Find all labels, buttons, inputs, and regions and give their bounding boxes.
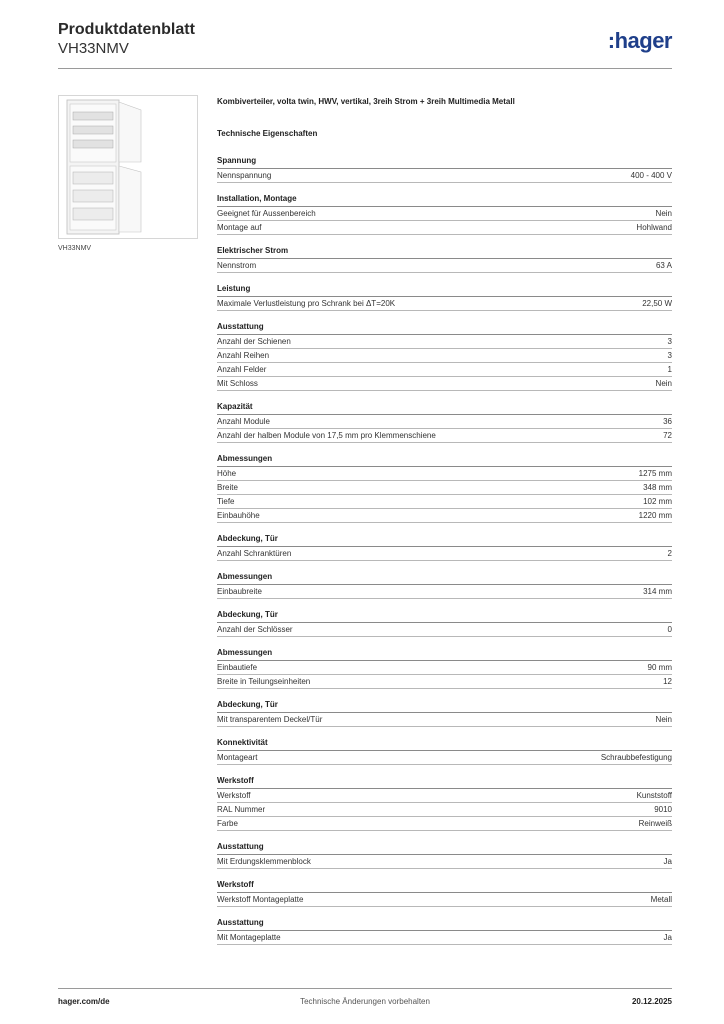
spec-label: Werkstoff [217, 791, 251, 800]
spec-row [217, 789, 672, 803]
spec-value: 0 [667, 625, 672, 634]
spec-label: Mit Erdungsklemmenblock [217, 857, 311, 866]
spec-label: Farbe [217, 819, 238, 828]
section-title: Abmessungen [217, 453, 672, 467]
distribution-board-icon [59, 96, 197, 238]
section-title: Elektrischer Strom [217, 245, 672, 259]
spec-row [217, 509, 672, 523]
section-title: Konnektivität [217, 737, 672, 751]
spec-row [217, 893, 672, 907]
spec-row [217, 623, 672, 637]
spec-section [217, 609, 672, 637]
spec-value: 1275 mm [638, 469, 672, 478]
spec-value: Reinweiß [638, 819, 672, 828]
hager-logo: :hager [607, 28, 672, 53]
spec-section [217, 283, 672, 311]
spec-section [217, 533, 672, 561]
section-title: Abdeckung, Tür [217, 699, 672, 713]
spec-row [217, 661, 672, 675]
spec-row [217, 585, 672, 599]
spec-section [217, 401, 672, 443]
spec-label: Mit Schloss [217, 379, 258, 388]
section-title: Abdeckung, Tür [217, 609, 672, 623]
section-title: Ausstattung [217, 321, 672, 335]
spec-row [217, 713, 672, 727]
spec-label: Montage auf [217, 223, 262, 232]
spec-row [217, 931, 672, 945]
spec-value: 348 mm [643, 483, 672, 492]
spec-row [217, 429, 672, 443]
product-image [58, 95, 198, 239]
section-title: Leistung [217, 283, 672, 297]
spec-section [217, 571, 672, 599]
image-caption: VH33NMV [58, 245, 92, 252]
spec-label: Anzahl Module [217, 417, 270, 426]
spec-label: Mit transparentem Deckel/Tür [217, 715, 323, 724]
page-header [58, 20, 672, 70]
spec-value: Ja [663, 857, 672, 866]
spec-label: Breite in Teilungseinheiten [217, 677, 311, 686]
spec-label: Einbauhöhe [217, 511, 260, 520]
spec-row [217, 467, 672, 481]
section-title: Abmessungen [217, 647, 672, 661]
section-title: Abdeckung, Tür [217, 533, 672, 547]
spec-label: Maximale Verlustleistung pro Schrank bei ΔT=20K [217, 299, 396, 308]
spec-value: 72 [663, 431, 672, 440]
spec-label: Anzahl Schranktüren [217, 549, 292, 558]
footer-divider [58, 988, 672, 989]
spec-value: 314 mm [643, 587, 672, 596]
spec-label: Höhe [217, 469, 237, 478]
section-title: Ausstattung [217, 841, 672, 855]
spec-row [217, 169, 672, 183]
spec-label: Anzahl der halben Module von 17,5 mm pro Klemmenschiene [217, 431, 436, 440]
spec-row [217, 259, 672, 273]
section-title: Werkstoff [217, 879, 672, 893]
spec-value: Metall [650, 895, 672, 904]
spec-row [217, 221, 672, 235]
spec-value: 1 [667, 365, 672, 374]
spec-value: 9010 [654, 805, 672, 814]
section-title: Spannung [217, 155, 672, 169]
spec-label: Nennstrom [217, 261, 257, 270]
section-title: Kapazität [217, 401, 672, 415]
spec-value: 36 [663, 417, 672, 426]
spec-label: Geeignet für Aussenbereich [217, 209, 316, 218]
spec-row [217, 495, 672, 509]
spec-row [217, 377, 672, 391]
spec-section [217, 737, 672, 765]
spec-value: 2 [667, 549, 672, 558]
spec-label: Einbautiefe [217, 663, 258, 672]
spec-row [217, 415, 672, 429]
spec-sections [217, 155, 672, 945]
tech-properties-heading: Technische Eigenschaften [217, 129, 318, 138]
spec-label: Anzahl der Schlösser [217, 625, 293, 634]
spec-section [217, 193, 672, 235]
footer-note: Technische Änderungen vorbehalten [300, 997, 430, 1006]
spec-section [217, 841, 672, 869]
section-title: Abmessungen [217, 571, 672, 585]
spec-value: Nein [655, 715, 672, 724]
spec-section [217, 453, 672, 523]
footer-website: hager.com/de [58, 997, 110, 1006]
spec-section [217, 321, 672, 391]
product-description: Kombiverteiler, volta twin, HWV, vertikal, 3reih Strom + 3reih Multimedia Metall [217, 97, 515, 106]
spec-row [217, 363, 672, 377]
spec-value: 22,50 W [642, 299, 672, 308]
spec-section [217, 775, 672, 831]
spec-row [217, 297, 672, 311]
spec-label: Montageart [217, 753, 258, 762]
spec-row [217, 675, 672, 689]
spec-label: Nennspannung [217, 171, 272, 180]
spec-label: Mit Montageplatte [217, 933, 281, 942]
spec-value: 12 [663, 677, 672, 686]
spec-row [217, 803, 672, 817]
footer-date: 20.12.2025 [631, 997, 672, 1006]
spec-label: Werkstoff Montageplatte [217, 895, 304, 904]
spec-row [217, 207, 672, 221]
spec-row [217, 481, 672, 495]
spec-label: Anzahl Felder [217, 365, 267, 374]
spec-value: 102 mm [643, 497, 672, 506]
spec-section [217, 647, 672, 689]
spec-value: Ja [663, 933, 672, 942]
spec-label: Einbaubreite [217, 587, 262, 596]
spec-label: Anzahl der Schienen [217, 337, 291, 346]
spec-row [217, 349, 672, 363]
spec-value: Nein [655, 379, 672, 388]
product-code: VH33NMV [58, 40, 129, 57]
spec-value: Kunststoff [636, 791, 672, 800]
spec-value: 1220 mm [638, 511, 672, 520]
spec-row [217, 335, 672, 349]
spec-row [217, 855, 672, 869]
header-divider [58, 68, 672, 69]
spec-value: 63 A [655, 261, 672, 270]
spec-label: Tiefe [217, 497, 235, 506]
spec-row [217, 751, 672, 765]
spec-row [217, 817, 672, 831]
spec-row [217, 547, 672, 561]
spec-value: 3 [667, 351, 672, 360]
spec-label: Anzahl Reihen [217, 351, 270, 360]
spec-value: Hohlwand [636, 223, 672, 232]
section-title: Ausstattung [217, 917, 672, 931]
spec-section [217, 879, 672, 907]
spec-section [217, 917, 672, 945]
spec-section [217, 699, 672, 727]
spec-value: 3 [667, 337, 672, 346]
spec-section [217, 245, 672, 273]
datasheet-content [217, 96, 672, 945]
spec-value: Schraubbefestigung [600, 753, 672, 762]
spec-label: Breite [217, 483, 238, 492]
page-title: Produktdatenblatt [58, 21, 195, 38]
section-title: Werkstoff [217, 775, 672, 789]
spec-value: 90 mm [647, 663, 672, 672]
spec-section [217, 155, 672, 183]
section-title: Installation, Montage [217, 193, 672, 207]
spec-value: Nein [655, 209, 672, 218]
spec-value: 400 - 400 V [630, 171, 672, 180]
spec-label: RAL Nummer [217, 805, 266, 814]
